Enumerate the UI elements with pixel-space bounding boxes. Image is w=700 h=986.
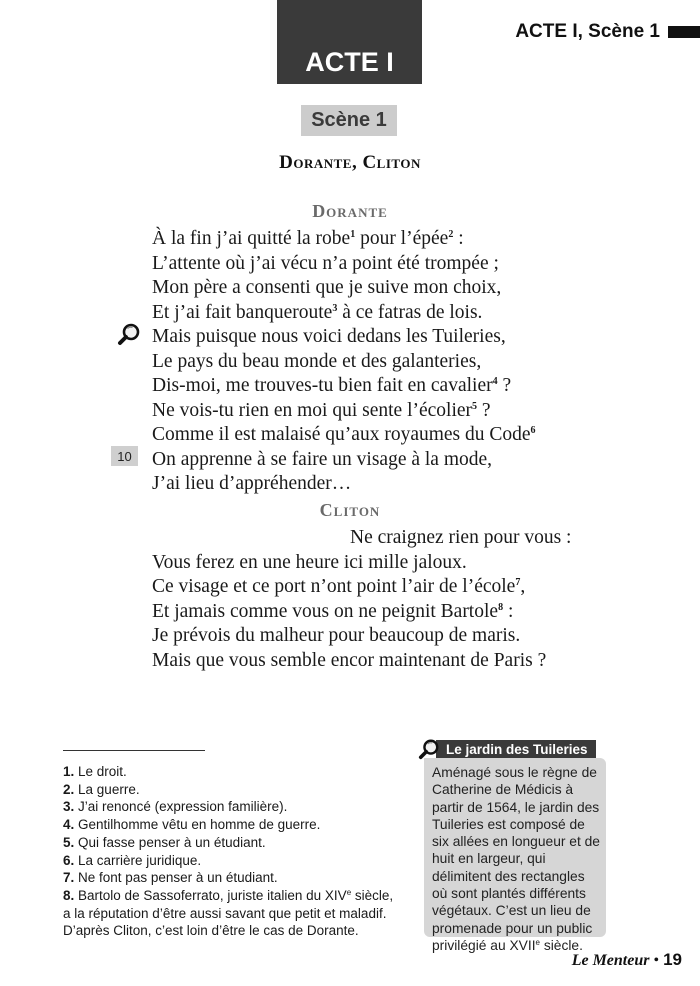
page-number: 19 (663, 950, 682, 969)
note-ref: 4 (492, 376, 498, 387)
footnote-divider (63, 750, 205, 751)
text-run: Aménagé sous le règne de Catherine de Médicis à partir de 1564, le jardin des Tuileries est composé de six allées en longueur et de huit en largeur, qui délimitent des rectangles où sont plantés différents végétaux. C’est un lieu de promenade pour un public privilégié au XVII (432, 765, 600, 953)
footer-separator: • (653, 952, 660, 969)
footnote-item (63, 852, 403, 870)
note-ref: 7 (515, 577, 521, 588)
line-number: 10 (111, 446, 138, 466)
footnote-item (63, 869, 403, 887)
footnote-item (63, 763, 403, 781)
text-run: siècle. (539, 937, 583, 953)
text-run: On apprenne à se faire un visage à la mode, (152, 448, 493, 470)
verse-line (152, 350, 622, 375)
verse-line (152, 551, 622, 576)
text-run: Ne vois-tu rien en moi qui sente l’écolier (152, 399, 473, 421)
act-title-box (277, 0, 422, 84)
footnote-number: 1. (63, 764, 75, 779)
verse-line (152, 600, 622, 625)
book-title: Le Menteur (571, 952, 650, 969)
text-run: pour l’épée (355, 228, 449, 249)
text-run: : (453, 228, 464, 249)
footnote-number: 5. (63, 834, 75, 850)
verse-line (152, 301, 622, 326)
text-run: L’attente où j’ai vécu n’a point été trompée ; (152, 252, 499, 274)
text-run: Et jamais comme vous on ne peignit Bartole (152, 600, 499, 622)
note-ref: 8 (498, 601, 504, 613)
footnotes (63, 763, 403, 940)
footnote-number: 6. (63, 852, 75, 868)
info-box-title: Le jardin des Tuileries (436, 740, 596, 759)
note-ref: 2 (448, 229, 454, 240)
footnote-item (63, 816, 403, 834)
verse-line (152, 374, 622, 399)
text-run: Mais que vous semble encor maintenant de Paris ? (152, 649, 547, 671)
text-run: Ne font pas penser à un étudiant. (78, 870, 278, 886)
text-run: Qui fasse penser à un étudiant. (78, 834, 266, 850)
footnote-item (63, 834, 403, 852)
text-run: siècle, a la réputation d’être aussi savant que petit et maladif. D’après Cliton, c’est loin d’être le cas de Dorante. (63, 887, 394, 939)
text-run: à ce fatras de lois. (337, 301, 483, 323)
footnote-item (63, 781, 403, 799)
verse-line (152, 649, 622, 674)
info-box-body (424, 758, 606, 953)
note-ref: 5 (472, 400, 478, 412)
speaker-dorante: Dorante (312, 201, 388, 221)
footnote-item (63, 887, 403, 940)
speaker-cliton: Cliton (319, 500, 381, 520)
speech-dorante (152, 227, 622, 497)
verse-line (152, 624, 622, 649)
text-run: , (520, 576, 526, 597)
verse-line (152, 526, 622, 551)
magnifier-icon (418, 738, 440, 760)
text-run: Bartolo de Sassoferrato, juriste italien du XIV (78, 887, 347, 903)
scene-characters: Dorante, Cliton (279, 152, 421, 173)
verse-line (152, 276, 622, 301)
header-bar (668, 26, 700, 38)
note-ref: 3 (332, 302, 338, 314)
text-run: Le pays du beau monde et des galanteries, (152, 350, 482, 372)
text-run: Ne craignez rien pour vous : (350, 527, 572, 548)
speech-cliton (152, 526, 622, 673)
page-footer (572, 950, 682, 970)
text-run: Le droit. (78, 764, 127, 779)
running-title: ACTE I, Scène 1 (515, 21, 660, 42)
note-ref: 1 (350, 229, 356, 240)
running-header (515, 18, 700, 46)
verse-line (152, 399, 622, 424)
footnote-number: 3. (63, 799, 75, 815)
verse-line (152, 448, 622, 473)
magnifier-icon[interactable] (117, 322, 141, 346)
text-run: La guerre. (78, 781, 140, 797)
verse-line (152, 575, 622, 600)
text-run: : (503, 600, 514, 622)
footnote-number: 8. (63, 887, 75, 903)
text-run: Mon père a consenti que je suive mon choix, (152, 277, 502, 298)
text-run: J’ai lieu d’appréhender… (152, 473, 352, 494)
text-run: Je prévois du malheur pour beaucoup de maris. (152, 625, 521, 646)
text-run: ? (477, 399, 491, 421)
footnote-item (63, 798, 403, 816)
text-run: ? (497, 375, 512, 396)
verse-line (152, 423, 622, 448)
text-run: J’ai renoncé (expression familière). (78, 799, 288, 815)
text-run: Et j’ai fait banqueroute (152, 301, 333, 323)
verse-line (152, 227, 622, 252)
text-run: Mais puisque nous voici dedans les Tuileries, (152, 326, 506, 347)
text-run: Gentilhomme vêtu en homme de guerre. (78, 817, 321, 833)
note-ref: e (346, 887, 352, 897)
verse-line (152, 472, 622, 497)
scene-title-box (301, 105, 397, 136)
footnote-number: 4. (63, 817, 75, 833)
text-run: Vous ferez en une heure ici mille jaloux. (152, 551, 467, 573)
note-ref: e (535, 937, 540, 947)
verse-line (152, 325, 622, 350)
note-ref: 6 (530, 425, 536, 436)
verse-line (152, 252, 622, 277)
footnote-number: 2. (63, 781, 75, 797)
text-run: À la fin j’ai quitté la robe (152, 228, 351, 249)
text-run: Dis-moi, me trouves-tu bien fait en cavalier (152, 375, 493, 396)
scene-title: Scène 1 (311, 109, 387, 131)
text-run: Ce visage et ce port n’ont point l’air de l’école (152, 576, 516, 597)
text-run: La carrière juridique. (78, 852, 202, 868)
text-run: Comme il est malaisé qu’aux royaumes du Code (152, 424, 531, 445)
info-box-header (418, 738, 596, 760)
footnote-number: 7. (63, 870, 75, 886)
act-title: ACTE I (305, 47, 394, 77)
